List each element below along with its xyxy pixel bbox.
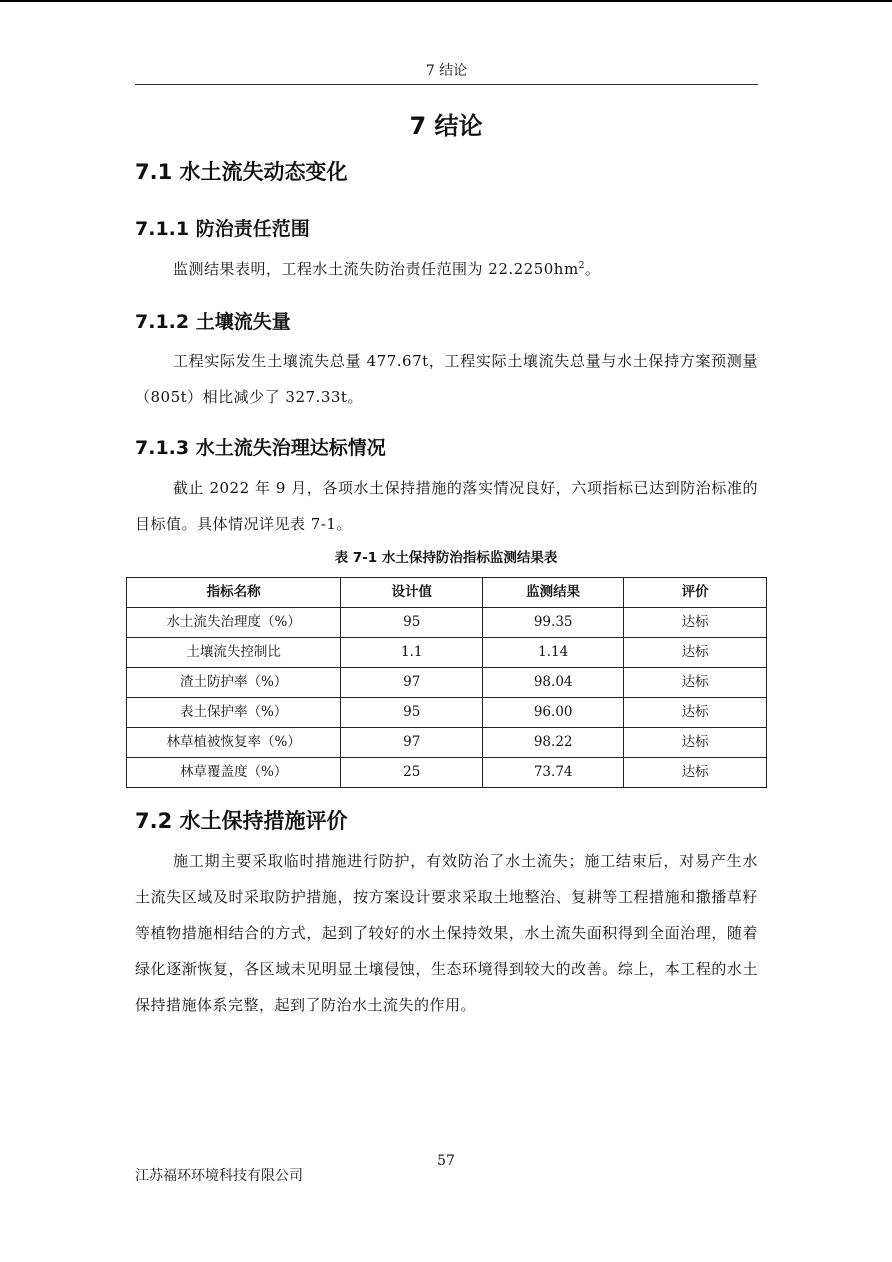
design-value-cell: 1.1 [341, 638, 483, 668]
indicator-name-cell: 水土流失治理度（%） [127, 608, 341, 638]
page-number: 57 [437, 1153, 455, 1169]
indicator-name-cell: 林草植被恢复率（%） [127, 728, 341, 758]
section-7-2-heading: 7.2 水土保持措施评价 [135, 809, 348, 833]
table-row [127, 668, 767, 698]
header-indicator-name: 指标名称 [127, 578, 341, 608]
section-7-1-heading: 7.1 水土流失动态变化 [135, 160, 348, 184]
design-value-cell: 97 [341, 728, 483, 758]
header-monitoring-result: 监测结果 [483, 578, 624, 608]
indicator-name-cell: 表土保护率（%） [127, 698, 341, 728]
design-value-cell: 97 [341, 668, 483, 698]
design-value-cell: 95 [341, 608, 483, 638]
evaluation-cell: 达标 [624, 668, 767, 698]
result-cell: 99.35 [483, 608, 624, 638]
result-cell: 98.22 [483, 728, 624, 758]
table-header-row [127, 578, 767, 608]
section-7-2-paragraph: 施工期主要采取临时措施进行防护，有效防治了水土流失；施工结束后，对易产生水土流失区域及时采取防护措施，按方案设计要求采取土地整治、复耕等工程措施和撒播草籽等植物措施相结合的方式，起到了较好的水土保持效果，水土流失面积得到全面治理，随着绿化逐渐恢复，各区域未见明显土壤侵蚀，生态环境得到较大的改善。综上，本工程的水土保持措施体系完整，起到了防治水土流失的作用。 [135, 852, 758, 1014]
sentence-end: 。 [584, 260, 601, 278]
indicator-name-cell: 林草覆盖度（%） [127, 758, 341, 788]
indicator-name-cell: 渣土防护率（%） [127, 668, 341, 698]
table-row [127, 608, 767, 638]
section-7-1-2-heading: 7.1.2 土壤流失量 [135, 311, 291, 333]
design-value-cell: 95 [341, 698, 483, 728]
area-unit-superscript: 2 [578, 261, 585, 271]
header-evaluation: 评价 [624, 578, 767, 608]
top-border-line [0, 0, 892, 2]
indicator-table [126, 577, 767, 788]
evaluation-cell: 达标 [624, 728, 767, 758]
responsibility-scope-text: 监测结果表明，工程水土流失防治责任范围为 22.2250hm [173, 260, 579, 278]
section-7-1-2-paragraph: 工程实际发生土壤流失总量 477.67t，工程实际土壤流失总量与水土保持方案预测量（805t）相比减少了 327.33t。 [135, 352, 758, 406]
running-header: 7 结论 [135, 62, 758, 85]
result-cell: 96.00 [483, 698, 624, 728]
evaluation-cell: 达标 [624, 608, 767, 638]
chapter-title: 7 结论 [409, 112, 483, 140]
evaluation-cell: 达标 [624, 638, 767, 668]
result-cell: 1.14 [483, 638, 624, 668]
table-row [127, 638, 767, 668]
table-caption: 表 7-1 水土保持防治指标监测结果表 [334, 550, 558, 566]
section-7-1-1-paragraph [135, 251, 758, 287]
footer-company-name: 江苏福环环境科技有限公司 [135, 1168, 303, 1184]
section-7-1-3-paragraph: 截止 2022 年 9 月，各项水土保持措施的落实情况良好，六项指标已达到防治标准的目标值。具体情况详见表 7-1。 [135, 479, 758, 533]
section-7-1-3-heading: 7.1.3 水土流失治理达标情况 [135, 437, 386, 459]
design-value-cell: 25 [341, 758, 483, 788]
table-row [127, 728, 767, 758]
table-row [127, 758, 767, 788]
result-cell: 73.74 [483, 758, 624, 788]
header-design-value: 设计值 [341, 578, 483, 608]
evaluation-cell: 达标 [624, 698, 767, 728]
table-row [127, 698, 767, 728]
section-7-1-1-heading: 7.1.1 防治责任范围 [135, 218, 310, 240]
indicator-name-cell: 土壤流失控制比 [127, 638, 341, 668]
evaluation-cell: 达标 [624, 758, 767, 788]
result-cell: 98.04 [483, 668, 624, 698]
